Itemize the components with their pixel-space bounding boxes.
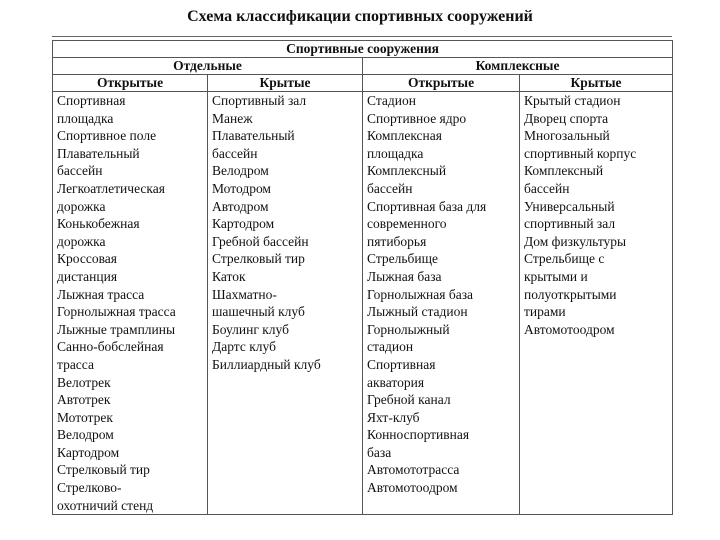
list-item: Дартс клуб (212, 339, 276, 355)
list-item: Велодром (57, 427, 114, 443)
table-header-row (53, 41, 673, 58)
list-item: Стрельбище (367, 251, 439, 267)
list-item: Плавательный (212, 128, 295, 144)
list-item: Стадион (367, 93, 416, 108)
list-item: дорожка (57, 198, 106, 214)
list-item: Горнолыжная трасса (57, 304, 176, 320)
subheader-separate-open: Открытые (53, 75, 208, 92)
list-item: Спортивное поле (57, 128, 157, 144)
list-item: Горнолыжная база (367, 286, 474, 302)
list-item: дорожка (57, 233, 106, 249)
list-item: Биллиардный клуб (212, 356, 321, 372)
column-complex-covered (520, 92, 673, 515)
subheader-separate-covered: Крытые (208, 75, 363, 92)
page-title: Схема классификации спортивных сооружений (187, 8, 533, 25)
list-item: Манеж (212, 110, 253, 126)
column-complex-open (363, 92, 520, 515)
list-item: Спортивная (367, 356, 436, 372)
list-item: крытыми и (524, 268, 588, 284)
list-item: бассейн (212, 145, 258, 161)
list-item: бассейн (57, 163, 103, 179)
group-header-separate: Отдельные (53, 58, 363, 75)
list-item: Картодром (57, 444, 120, 460)
list-item: Автомототрасса (367, 462, 460, 478)
subheader-complex-covered: Крытые (520, 75, 673, 92)
list-item: Автомотоодром (524, 321, 615, 337)
list-item: Универсальный (524, 198, 615, 214)
list-item: бассейн (524, 180, 570, 196)
list-item: Комплексный (524, 163, 604, 179)
list-item: стадион (367, 339, 414, 355)
list-item: полуоткрытыми (524, 286, 617, 302)
root-header: Спортивные сооружения (53, 41, 673, 58)
subheader-complex-open: Открытые (363, 75, 520, 92)
list-item: Многозальный (524, 128, 610, 144)
list-item: Яхт-клуб (367, 409, 420, 425)
list-item: Гребной канал (367, 392, 451, 408)
list-item: Лыжный стадион (367, 304, 468, 320)
list-item: Картодром (212, 216, 275, 232)
list-item: Спортивная (57, 93, 126, 108)
list-item: трасса (57, 356, 94, 372)
list-item: Автотрек (57, 392, 111, 408)
list-item: Комплексный (367, 163, 447, 179)
list-item: Дом физкультуры (524, 233, 627, 249)
list-item: Боулинг клуб (212, 321, 289, 337)
classification-table (52, 40, 673, 515)
list-item: Горнолыжный (367, 321, 450, 337)
list-item: Плавательный (57, 145, 140, 161)
list-item: Шахматно- (212, 286, 277, 302)
table-body-row (53, 92, 673, 515)
list-item: Кроссовая (57, 251, 117, 267)
list-item: Комплексная (367, 128, 442, 144)
list-item: Мотодром (212, 180, 271, 196)
list-item: спортивный зал (524, 216, 616, 232)
list-item: бассейн (367, 180, 413, 196)
group-header-complex: Комплексные (363, 58, 673, 75)
list-item: база (367, 444, 392, 460)
list-item: акватория (367, 374, 425, 390)
list-item: площадка (57, 110, 114, 126)
list-item: Лыжная трасса (57, 286, 145, 302)
list-item: Гребной бассейн (212, 233, 309, 249)
list-item: Легкоатлетическая (57, 180, 165, 196)
list-item: Конноспортивная (367, 427, 470, 443)
column-separate-covered (208, 92, 363, 515)
list-item: Автомотоодром (367, 480, 458, 496)
list-item: современного (367, 216, 447, 232)
list-item: Стрелковый тир (212, 251, 305, 267)
list-item: Санно-бобслейная (57, 339, 164, 355)
table-header-row (53, 58, 673, 75)
list-item: пятиборья (367, 233, 427, 249)
list-item: Велодром (212, 163, 269, 179)
list-item: тирами (524, 304, 566, 320)
list-item: Спортивное ядро (367, 110, 467, 126)
column-separate-open (53, 92, 208, 515)
list-item: Конькобежная (57, 216, 140, 232)
list-item: спортивный корпус (524, 145, 637, 161)
list-item: Спортивный зал (212, 93, 307, 108)
list-item: Дворец спорта (524, 110, 609, 126)
list-item: Лыжные трамплины (57, 321, 176, 337)
list-item: площадка (367, 145, 424, 161)
list-item: дистанция (57, 268, 118, 284)
list-item: Лыжная база (367, 268, 442, 284)
list-item: Крытый стадион (524, 93, 621, 108)
list-item: шашечный клуб (212, 304, 305, 320)
list-item: Стрельбище с (524, 251, 605, 267)
table-header-row (53, 75, 673, 92)
list-item: Спортивная база для (367, 198, 487, 214)
list-item: Стрелково- (57, 480, 122, 496)
list-item: Автодром (212, 198, 269, 214)
list-item: охотничий стенд (57, 497, 154, 513)
list-item: Стрелковый тир (57, 462, 150, 478)
list-item: Мототрек (57, 409, 113, 425)
list-item: Велотрек (57, 374, 111, 390)
list-item: Каток (212, 268, 246, 284)
top-divider (52, 36, 672, 37)
